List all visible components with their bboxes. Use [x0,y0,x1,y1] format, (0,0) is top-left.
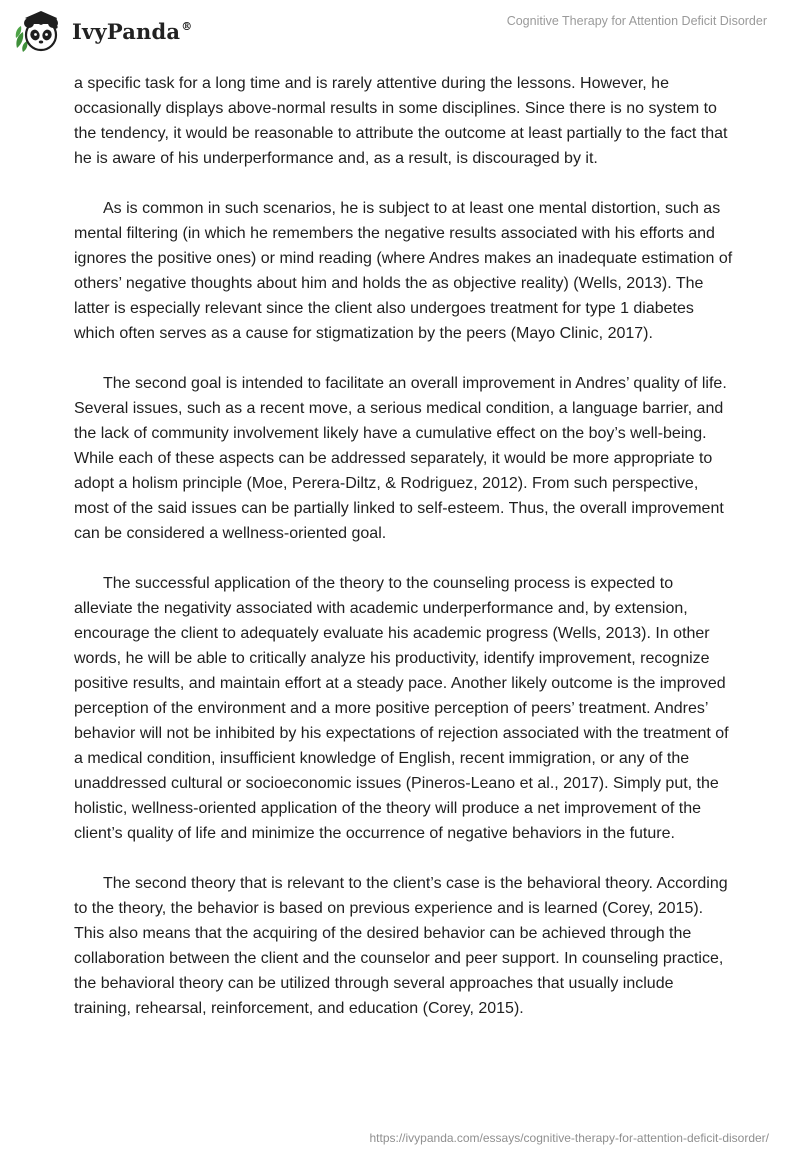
source-url-link[interactable]: https://ivypanda.com/essays/cognitive-therapy-for-attention-deficit-disorder/ [369,1131,769,1145]
page-header [0,0,800,64]
document-title: Cognitive Therapy for Attention Deficit Disorder [506,14,767,28]
panda-graduate-icon [14,8,64,54]
paragraph: The successful application of the theory to the counseling process is expected to alleviate the negativity associated with academic underperformance and, by extension, encourage the client to adequately evaluate his academic progress (Wells, 2013). In other words, he will be able to critically analyze his productivity, identify improvement, recognize positive results, and maintain effort at a steady pace. Another likely outcome is the improved perception of the environment and a more positive perception of peers’ treatment. Andres’ behavior will not be inhibited by his expectations of rejection associated with the treatment of a medical condition, insufficient knowledge of English, recent immigration, or any of the unaddressed cultural or socioeconomic issues (Pineros-Leano et al., 2017). Simply put, the holistic, wellness-oriented application of the theory will produce a net improvement of the client’s quality of life and minimize the occurrence of negative behaviors in the future. [74,575,729,842]
paragraph: The second theory that is relevant to the client’s case is the behavioral theory. According to the theory, the behavior is based on previous experience and is learned (Corey, 2015). This also means that the acquiring of the desired behavior can be achieved through the collaboration between the client and the counselor and peer support. In counseling practice, the behavioral theory can be utilized through several approaches that usually include training, rehearsal, reinforcement, and education (Corey, 2015). [74,875,728,1017]
paragraph: As is common in such scenarios, he is subject to at least one mental distortion, such as mental filtering (in which he remembers the negative results associated with his efforts and ignores the positive ones) or mind reading (where Andres makes an inadequate estimation of others’ negative thoughts about him and holds the as objective reality) (Wells, 2013). The latter is especially relevant since the client also undergoes treatment for type 1 diabetes which often serves as a cause for stigmatization by the peers (Mayo Clinic, 2017). [74,200,733,342]
ivypanda-logo[interactable] [14,8,192,54]
registered-mark: ® [181,19,193,33]
paragraph: a specific task for a long time and is rarely attentive during the lessons. However, he occasionally displays above-normal results in some disciplines. Since there is no system to the tendency, it would be reasonable to attribute the outcome at least partially to the fact that he is aware of his underperformance and, as a result, is discouraged by it. [74,75,728,167]
brand-name: IvyPanda® [72,18,193,44]
essay-body [74,71,734,1046]
paragraph: The second goal is intended to facilitate an overall improvement in Andres’ quality of life. Several issues, such as a recent move, a serious medical condition, a language barrier, and the lack of community involvement likely have a cumulative effect on the boy’s well-being. While each of these aspects can be addressed separately, it would be more appropriate to adopt a holism principle (Moe, Perera-Diltz, & Rodriguez, 2012). From such perspective, most of the said issues can be partially linked to self-esteem. Thus, the overall improvement can be considered a wellness-oriented goal. [74,375,727,542]
